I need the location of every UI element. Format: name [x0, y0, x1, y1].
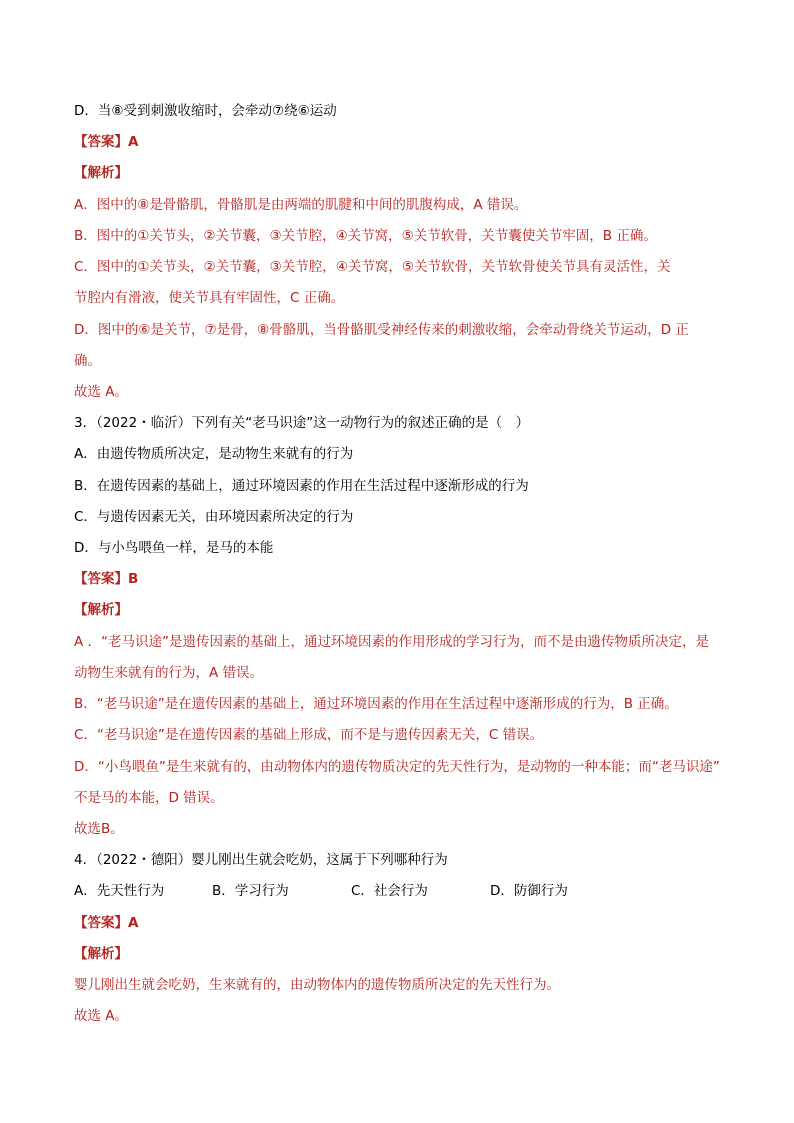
q3-analysis-line: A ．“老马识途”是遗传因素的基础上，通过环境因素的作用形成的学习行为，而不是由遗传物质所决定，是 — [74, 634, 710, 650]
q3-option-c: C．与遗传因素无关，由环境因素所决定的行为 — [74, 509, 354, 525]
q3-analysis-line: 动物生来就有的行为，A 错误。 — [74, 665, 264, 681]
q2-option-d: D．当⑧受到刺激收缩时，会牵动⑦绕⑥运动 — [74, 103, 337, 119]
q2-analysis-line: C．图中的①关节头，②关节囊，③关节腔，④关节窝，⑤关节软骨，关节软骨使关节具有灵活性，关 — [74, 259, 671, 275]
q2-conclusion: 故选 A。 — [74, 384, 129, 400]
q3-answer: 【答案】B — [74, 571, 139, 587]
q3-analysis-line: D．“小鸟喂鱼”是生来就有的，由动物体内的遗传物质决定的先天性行为，是动物的一种本能；而“老马识途” — [74, 759, 720, 775]
q4-answer: 【答案】A — [74, 915, 139, 931]
q4-option-d: D．防御行为 — [490, 883, 568, 899]
q2-analysis-line: B．图中的①关节头，②关节囊，③关节腔，④关节窝，⑤关节软骨，关节囊使关节牢固，B 正确。 — [74, 228, 657, 244]
q4-analysis-line: 婴儿刚出生就会吃奶，生来就有的，由动物体内的遗传物质所决定的先天性行为。 — [74, 977, 560, 993]
q4-option-c: C．社会行为 — [351, 883, 428, 899]
q3-analysis-line: B．“老马识途”是在遗传因素的基础上，通过环境因素的作用在生活过程中逐渐形成的行为，B 正确。 — [74, 696, 678, 712]
q3-option-d: D．与小鸟喂鱼一样，是马的本能 — [74, 540, 274, 556]
q3-conclusion: 故选B。 — [74, 821, 124, 837]
q4-analysis-heading: 【解析】 — [74, 946, 128, 962]
q2-analysis-heading: 【解析】 — [74, 165, 128, 181]
q2-analysis-line: 确。 — [74, 353, 101, 369]
q3-analysis-line: C．“老马识途”是在遗传因素的基础上形成，而不是与遗传因素无关，C 错误。 — [74, 727, 544, 743]
q3-analysis-heading: 【解析】 — [74, 602, 128, 618]
q4-stem: 4．（2022・德阳）婴儿刚出生就会吃奶，这属于下列哪种行为 — [74, 852, 448, 868]
q3-option-b: B．在遗传因素的基础上，通过环境因素的作用在生活过程中逐渐形成的行为 — [74, 478, 529, 494]
q3-stem: 3．（2022・临沂）下列有关“老马识途”这一动物行为的叙述正确的是（ ） — [74, 415, 530, 431]
q3-analysis-line: 不是马的本能，D 错误。 — [74, 790, 224, 806]
q3-option-a: A．由遗传物质所决定，是动物生来就有的行为 — [74, 446, 354, 462]
q2-answer: 【答案】A — [74, 134, 139, 150]
q4-options-row — [74, 882, 734, 900]
q2-analysis-line: 节腔内有滑液，使关节具有牢固性，C 正确。 — [74, 290, 345, 306]
q2-analysis-line: D．图中的⑥是关节，⑦是骨，⑧骨骼肌，当骨骼肌受神经传来的刺激收缩，会牵动骨绕关节运动，D 正 — [74, 322, 689, 338]
q4-option-b: B．学习行为 — [212, 883, 289, 899]
q2-analysis-line: A．图中的⑧是骨骼肌，骨骼肌是由两端的肌腱和中间的肌腹构成，A 错误。 — [74, 197, 528, 213]
q4-conclusion: 故选 A。 — [74, 1008, 129, 1024]
q4-option-a: A．先天性行为 — [74, 883, 165, 899]
